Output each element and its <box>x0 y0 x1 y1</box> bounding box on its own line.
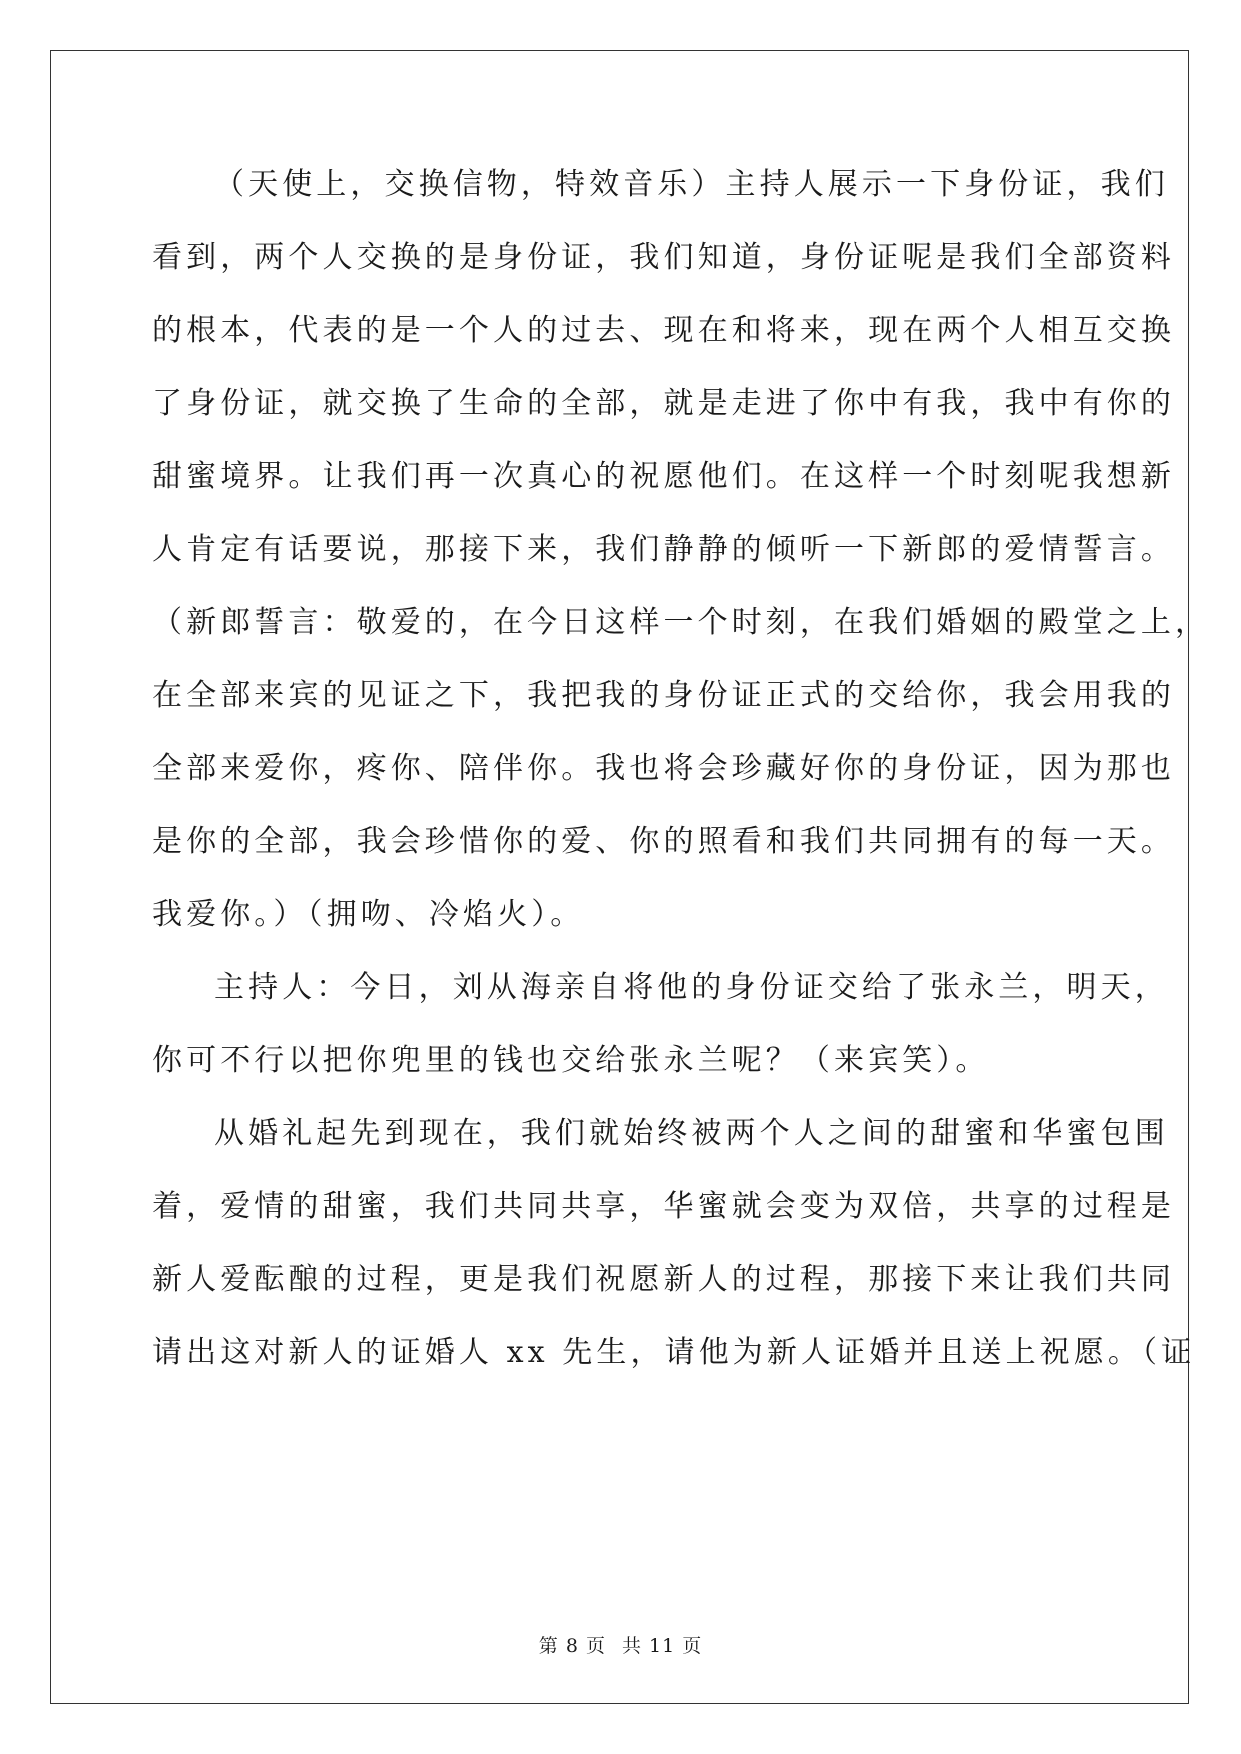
text-line: 是你的全部，我会珍惜你的爱、你的照看和我们共同拥有的每一天。 <box>152 824 1175 859</box>
text-line: 你可不行以把你兜里的钱也交给张永兰呢？（来宾笑）。 <box>152 1043 990 1078</box>
text-line: 请出这对新人的证婚人 xx 先生，请他为新人证婚并且送上祝愿。（证 <box>152 1335 1196 1370</box>
text-line: （天使上，交换信物，特效音乐）主持人展示一下身份证，我们 <box>214 167 1169 202</box>
text-line: 甜蜜境界。让我们再一次真心的祝愿他们。在这样一个时刻呢我想新 <box>152 459 1175 494</box>
page-footer <box>0 1634 1241 1658</box>
text-line: 主持人：今日，刘从海亲自将他的身份证交给了张永兰，明天， <box>214 970 1169 1005</box>
text-line: 全部来爱你，疼你、陪伴你。我也将会珍藏好你的身份证，因为那也 <box>152 751 1175 786</box>
text-line: 的根本，代表的是一个人的过去、现在和将来，现在两个人相互交换 <box>152 313 1175 348</box>
text-line: 看到，两个人交换的是身份证，我们知道，身份证呢是我们全部资料 <box>152 240 1175 275</box>
text-line: 我爱你。）（拥吻、冷焰火）。 <box>152 897 585 932</box>
text-line: 了身份证，就交换了生命的全部，就是走进了你中有我，我中有你的 <box>152 386 1175 421</box>
text-line: 在全部来宾的见证之下，我把我的身份证正式的交给你，我会用我的 <box>152 678 1175 713</box>
page-number: 第 8 页 <box>538 1635 606 1657</box>
page-border <box>50 50 1189 1704</box>
text-line: 从婚礼起先到现在，我们就始终被两个人之间的甜蜜和华蜜包围 <box>214 1116 1169 1151</box>
text-line: （新郎誓言：敬爱的，在今日这样一个时刻，在我们婚姻的殿堂之上， <box>152 605 1210 640</box>
text-line: 着，爱情的甜蜜，我们共同共享，华蜜就会变为双倍，共享的过程是 <box>152 1189 1175 1224</box>
page-total: 共 11 页 <box>621 1635 703 1657</box>
text-line: 人肯定有话要说，那接下来，我们静静的倾听一下新郎的爱情誓言。 <box>152 532 1175 567</box>
text-line: 新人爱酝酿的过程，更是我们祝愿新人的过程，那接下来让我们共同 <box>152 1262 1175 1297</box>
